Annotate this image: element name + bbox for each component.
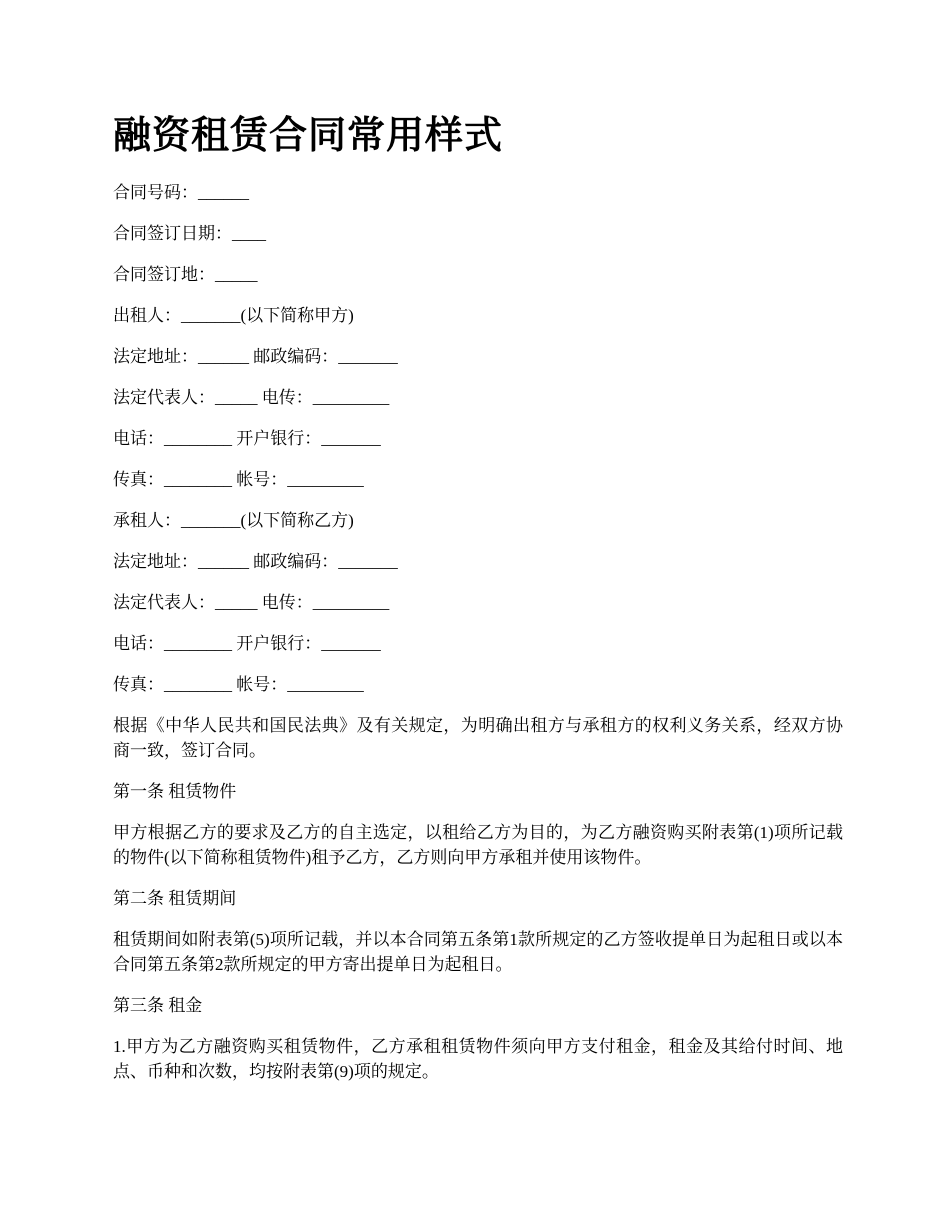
lessee-phone-bank-field: 电话：________ 开户银行：_______: [113, 634, 381, 653]
document-title: 融资租赁合同常用样式: [113, 115, 504, 157]
lessor-field: 出租人：_______(以下简称甲方): [113, 306, 354, 325]
contract-number-field: 合同号码：______: [113, 183, 249, 202]
signing-place-field: 合同签订地：_____: [113, 265, 258, 284]
article-2-body: 租赁期间如附表第(5)项所记载，并以本合同第五条第1款所规定的乙方签收提单日为起租日或以本合同第五条第2款所规定的甲方寄出提单日为起租日。: [113, 930, 843, 974]
article-2-heading: 第二条 租赁期间: [113, 889, 237, 908]
lessee-representative-field: 法定代表人：_____ 电传：_________: [113, 593, 390, 612]
lessor-fax-account-field: 传真：________ 帐号：_________: [113, 470, 364, 489]
lessee-fax-account-field: 传真：________ 帐号：_________: [113, 675, 364, 694]
lessee-field: 承租人：_______(以下简称乙方): [113, 511, 354, 530]
document-page: [113, 112, 843, 1100]
lessor-phone-bank-field: 电话：________ 开户银行：_______: [113, 429, 381, 448]
lessee-address-field: 法定地址：______ 邮政编码：_______: [113, 552, 398, 571]
lessor-representative-field: 法定代表人：_____ 电传：_________: [113, 388, 390, 407]
intro-paragraph: 根据《中华人民共和国民法典》及有关规定，为明确出租方与承租方的权利义务关系，经双方协商一致，签订合同。: [113, 716, 843, 760]
signing-date-field: 合同签订日期：____: [113, 224, 266, 243]
lessor-address-field: 法定地址：______ 邮政编码：_______: [113, 347, 398, 366]
article-1-heading: 第一条 租赁物件: [113, 782, 237, 801]
article-3-body: 1.甲方为乙方融资购买租赁物件，乙方承租租赁物件须向甲方支付租金，租金及其给付时间、地点、币种和次数，均按附表第(9)项的规定。: [113, 1037, 843, 1081]
article-3-heading: 第三条 租金: [113, 996, 203, 1015]
article-1-body: 甲方根据乙方的要求及乙方的自主选定，以租给乙方为目的，为乙方融资购买附表第(1)项所记载的物件(以下简称租赁物件)租予乙方，乙方则向甲方承租并使用该物件。: [113, 823, 843, 867]
